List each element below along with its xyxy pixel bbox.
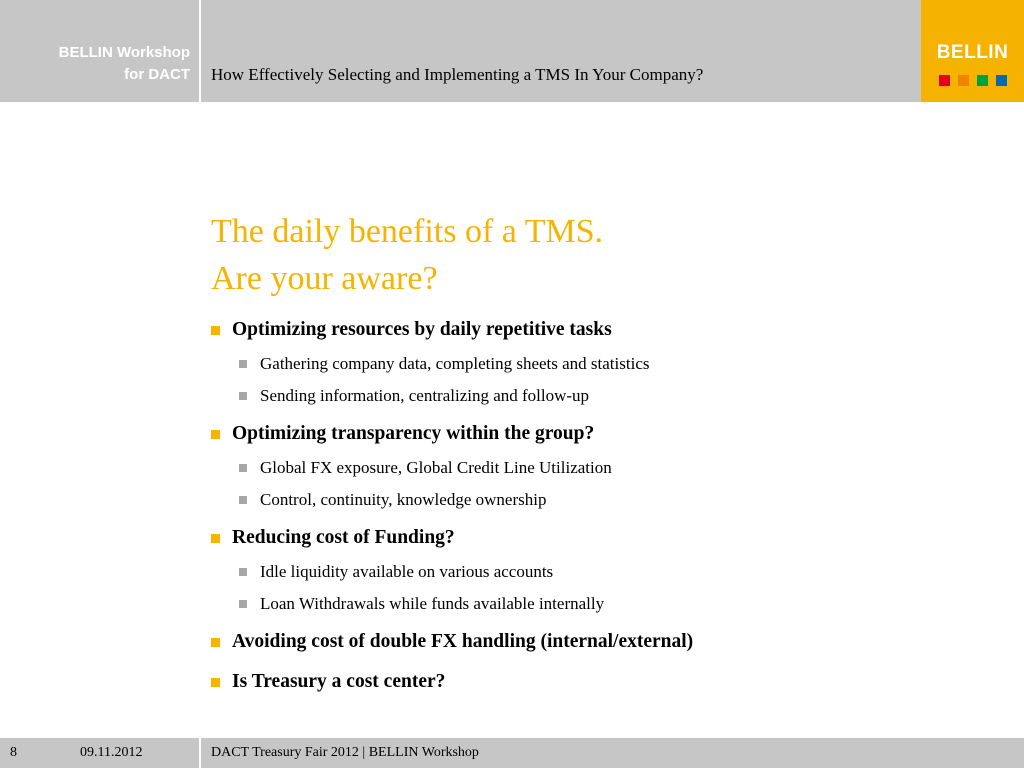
slide-title-line2: Are your aware?	[211, 260, 438, 297]
header-workshop-label	[0, 0, 199, 102]
sub-bullet-square-icon	[239, 496, 247, 504]
header-workshop-line1: BELLIN Workshop	[58, 44, 190, 61]
slide-header	[0, 0, 1024, 102]
bullet-level2-label: Idle liquidity available on various accounts	[260, 562, 554, 581]
footer-divider	[199, 738, 201, 768]
bullet-level2	[211, 353, 951, 374]
bullet-square-icon	[211, 430, 220, 439]
bullet-level2-label: Sending information, centralizing and follow-up	[260, 386, 590, 405]
footer-text: DACT Treasury Fair 2012 | BELLIN Workshop	[211, 745, 479, 760]
bullet-square-icon	[211, 678, 220, 687]
bullet-level2	[211, 385, 951, 406]
sub-bullet-square-icon	[239, 600, 247, 608]
bellin-logo-text: BELLIN	[936, 42, 1009, 63]
bullet-level1-label: Is Treasury a cost center?	[232, 671, 446, 692]
slide-title-line1: The daily benefits of a TMS.	[211, 213, 604, 250]
bullet-level2	[211, 489, 951, 510]
logo-square-red-icon	[939, 75, 950, 86]
bullet-group	[211, 318, 951, 406]
bullet-level2	[211, 561, 951, 582]
logo-square-blue-icon	[996, 75, 1007, 86]
bullet-level2	[211, 593, 951, 614]
sub-bullet-square-icon	[239, 360, 247, 368]
footer-date: 09.11.2012	[80, 745, 143, 760]
bullet-level2-label: Loan Withdrawals while funds available internally	[260, 594, 605, 613]
slide-footer	[0, 738, 1024, 768]
bullet-group	[211, 526, 951, 614]
bullet-level1-label: Avoiding cost of double FX handling (internal/external)	[232, 631, 694, 652]
bullet-level1	[211, 670, 951, 694]
bullet-level1	[211, 422, 951, 446]
bullet-group	[211, 422, 951, 510]
bullet-square-icon	[211, 638, 220, 647]
logo-square-orange-icon	[958, 75, 969, 86]
bullet-square-icon	[211, 534, 220, 543]
header-workshop-line2: for DACT	[124, 66, 190, 83]
bullet-level1-label: Reducing cost of Funding?	[232, 527, 455, 548]
sub-bullet-square-icon	[239, 392, 247, 400]
sub-bullet-square-icon	[239, 568, 247, 576]
slide-body	[211, 318, 951, 694]
header-title: How Effectively Selecting and Implementing a TMS In Your Company?	[211, 65, 704, 84]
sub-bullet-square-icon	[239, 464, 247, 472]
bullet-level1	[211, 526, 951, 550]
bellin-logo	[921, 0, 1024, 102]
logo-square-green-icon	[977, 75, 988, 86]
bullet-group	[211, 670, 951, 694]
bullet-group	[211, 630, 951, 654]
bullet-level2-label: Control, continuity, knowledge ownership	[260, 490, 547, 509]
slide-title	[211, 208, 931, 302]
bullet-level2	[211, 457, 951, 478]
bullet-level2-label: Gathering company data, completing sheets and statistics	[260, 354, 650, 373]
bullet-level1-label: Optimizing transparency within the group?	[232, 423, 595, 444]
footer-page-number: 8	[10, 745, 17, 760]
bullet-level1	[211, 318, 951, 342]
bullet-level1-label: Optimizing resources by daily repetitive tasks	[232, 319, 612, 340]
bullet-square-icon	[211, 326, 220, 335]
bullet-level2-label: Global FX exposure, Global Credit Line Utilization	[260, 458, 612, 477]
bullet-level1	[211, 630, 951, 654]
logo-squares	[921, 75, 1024, 86]
header-divider	[199, 0, 201, 102]
